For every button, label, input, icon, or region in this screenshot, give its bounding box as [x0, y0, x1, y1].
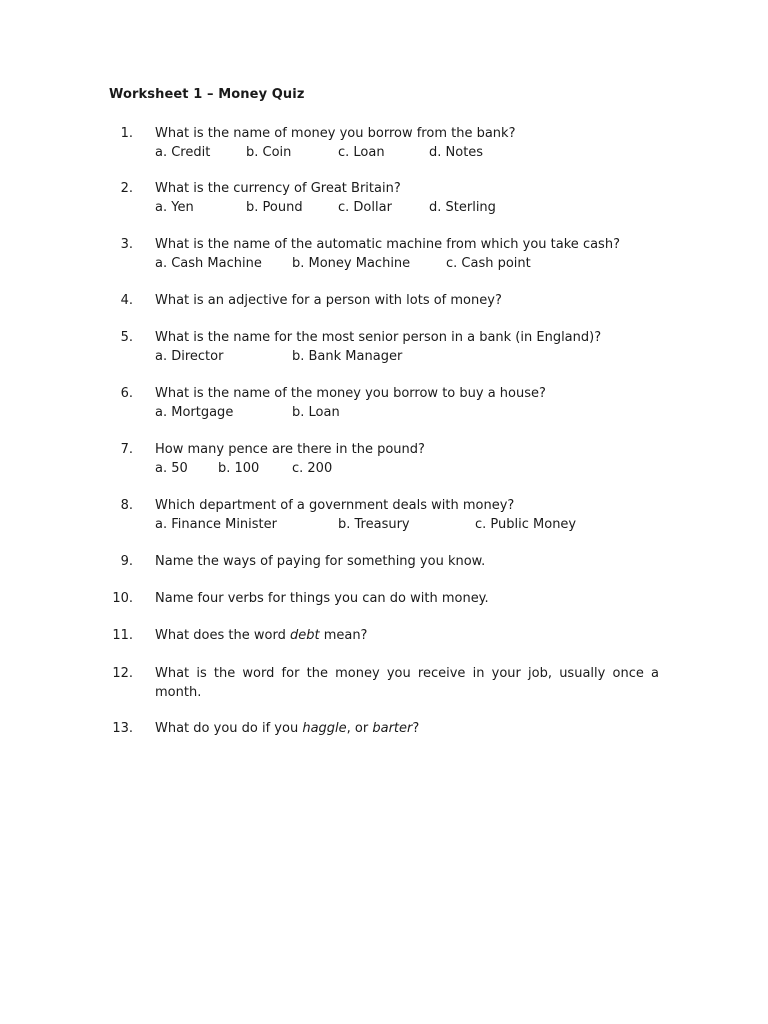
- option-a: a. Director: [155, 349, 224, 364]
- question-text: How many pence are there in the pound?: [155, 442, 425, 457]
- question-text-part: What do you do if you: [155, 721, 303, 736]
- question-number: 2.: [120, 181, 133, 196]
- answer-options: [0, 254, 768, 273]
- option-c: c. Public Money: [475, 517, 577, 532]
- emphasized-word: debt: [289, 628, 320, 643]
- question-number: 1.: [120, 126, 133, 141]
- question-number: 10.: [112, 591, 133, 606]
- question-text: What is the name of the automatic machine from which you take cash?: [155, 237, 620, 252]
- question-text-part: mean?: [319, 628, 368, 643]
- question-number: 12.: [112, 666, 133, 681]
- worksheet-title: Worksheet 1 – Money Quiz: [109, 87, 305, 102]
- option-b: b. Bank Manager: [292, 349, 403, 364]
- question-number: 8.: [120, 498, 133, 513]
- option-c: c. Loan: [338, 145, 385, 160]
- option-d: d. Sterling: [429, 200, 496, 215]
- option-c: c. Cash point: [446, 256, 531, 271]
- question-text: Name four verbs for things you can do with money.: [155, 591, 489, 606]
- option-c: c. Dollar: [338, 200, 392, 215]
- option-b: b. 100: [218, 461, 260, 476]
- option-c: c. 200: [292, 461, 333, 476]
- option-a: a. Finance Minister: [155, 517, 277, 532]
- question-number: 6.: [120, 386, 133, 401]
- question-text: What is the word for the money you receive in your job, usually once a month.: [155, 666, 659, 700]
- answer-options: [0, 515, 768, 534]
- option-d: d. Notes: [429, 145, 484, 160]
- emphasized-word: barter: [372, 721, 413, 736]
- question-text: What is the name for the most senior person in a bank (in England)?: [155, 330, 602, 345]
- question-number: 7.: [120, 442, 133, 457]
- question-text: [155, 719, 419, 738]
- option-b: b. Money Machine: [292, 256, 411, 271]
- question-number: 11.: [112, 628, 133, 643]
- emphasized-word: haggle: [302, 721, 347, 736]
- answer-options: [0, 403, 768, 422]
- question-number: 13.: [112, 721, 133, 736]
- option-a: a. Credit: [155, 145, 211, 160]
- question-text: What is an adjective for a person with lots of money?: [155, 293, 502, 308]
- question-text: What is the name of money you borrow from the bank?: [155, 126, 516, 141]
- question-text: Name the ways of paying for something you know.: [155, 554, 486, 569]
- question-text: [155, 626, 367, 645]
- answer-options: [0, 198, 768, 217]
- option-a: a. Cash Machine: [155, 256, 262, 271]
- answer-options: [0, 347, 768, 366]
- option-b: b. Treasury: [338, 517, 410, 532]
- option-b: b. Pound: [246, 200, 303, 215]
- question-text: What is the name of the money you borrow to buy a house?: [155, 386, 546, 401]
- option-b: b. Coin: [246, 145, 292, 160]
- option-a: a. Mortgage: [155, 405, 234, 420]
- option-a: a. 50: [155, 461, 188, 476]
- question-number: 3.: [120, 237, 133, 252]
- question-text: What is the currency of Great Britain?: [155, 181, 401, 196]
- question-text-part: , or: [346, 721, 373, 736]
- question-text: Which department of a government deals with money?: [155, 498, 515, 513]
- question-number: 4.: [120, 293, 133, 308]
- question-text-part: What does the word: [155, 628, 290, 643]
- option-b: b. Loan: [292, 405, 340, 420]
- answer-options: [0, 459, 768, 478]
- answer-options: [0, 143, 768, 162]
- question-number: 9.: [120, 554, 133, 569]
- question-number: 5.: [120, 330, 133, 345]
- option-a: a. Yen: [155, 200, 194, 215]
- question-text-part: ?: [412, 721, 420, 736]
